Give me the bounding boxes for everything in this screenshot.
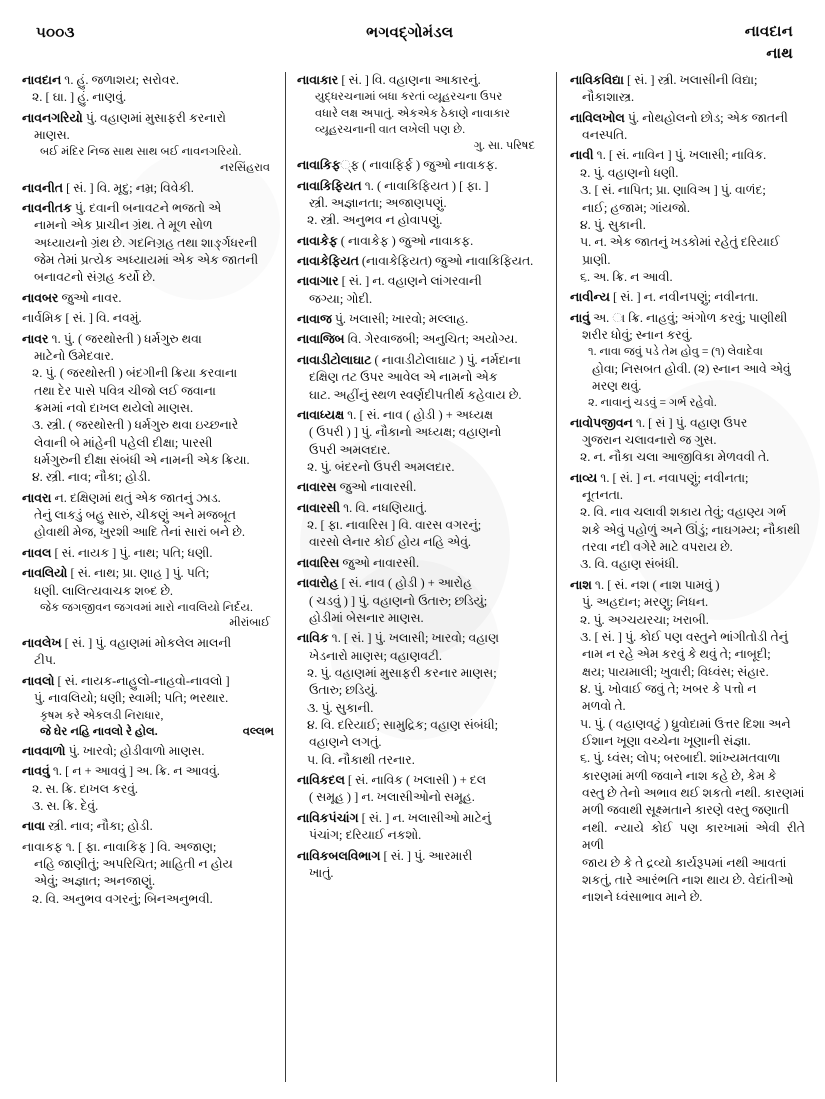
dictionary-entry — [22, 200, 274, 287]
entry-continuation-line: શકે એવું પહોળું અને ઊંડું; નાઘગમ્ય; નૌકાથી — [582, 522, 801, 537]
headword: નાવરા — [22, 490, 52, 505]
entry-definition-text: [ સં. ] સ્ત્રી. ખલાસીની વિદ્યા; — [623, 73, 758, 87]
headword: નાવલેખ — [22, 636, 62, 651]
entry-continuation-line: જાય છે કે તે દ્રવ્યો કાર્યરૂપમાં નથી આવતાં — [582, 855, 787, 870]
entry-sense-line: ૩. [ સં. ] પું. કોઈ પણ વસ્તુને ભાંગીતોડી તેનું — [580, 629, 788, 644]
headword: નાવીન્ય — [570, 290, 610, 305]
entry-continuation-line: પંચાંગ; દરિયાઈ નકશો. — [309, 828, 422, 843]
entry-definition-text: પું. વહાણમાં મુસાફરી કરનારો — [82, 110, 226, 125]
entry-continuation-line: ધર્મગુરુની દીક્ષા સંબંધી એ નામની એક ક્રિયા. — [34, 453, 250, 468]
entry-continuation-line: નામનો એક પ્રાચીન ગ્રંથ. તે મૂળ સોળ — [34, 218, 213, 233]
text-column-3 — [558, 72, 805, 1082]
entry-continuation-line: દક્ષિણ તટ ઉપર આવેલ એ નામનો એક — [309, 370, 498, 385]
entry-continuation-line: ખેડનારો માણસ; વહાણવટી. — [309, 648, 442, 663]
entry-headword-line — [570, 147, 805, 164]
entry-sense-line: ૬. પું. ધ્વંસ; લોપ; બરબાદી. શાંખ્યમતવાળા — [580, 751, 781, 766]
entry-continuation-line: નૂતનતા. — [582, 487, 624, 502]
headword: નાવોપજીવન — [570, 415, 633, 430]
entry-citation: નરસિંહરાવ — [219, 161, 270, 174]
entry-citation: મીરાંબાઈ — [229, 617, 270, 630]
headword: નાવા — [22, 819, 46, 834]
dictionary-entry — [297, 500, 545, 552]
entry-headword-line — [22, 331, 274, 348]
headword: નાવિકવિદ્યા — [570, 73, 624, 87]
entry-continuation-line: ધણી. લાલિત્યવાચક શબ્દ છે. — [34, 583, 174, 598]
entry-definition-text: ૧. [ સં. નાવિન ] પું. ખલાસી; નાવિક. — [593, 148, 767, 163]
entry-continuation-line: ખાતું. — [309, 865, 334, 880]
entry-headword-line — [297, 311, 545, 328]
entry-continuation-line: ( ઉપરી ) ] પું. નૌકાનો અધ્યક્ષ; વહાણનો — [309, 425, 502, 440]
entry-definition-text: વિ. ગેરવાજબી; અનુચિત; અયોગ્ય. — [344, 332, 518, 347]
headword: નાવર — [22, 331, 49, 346]
entry-quotation-line: કૃષમ કરે એકલડી નિરાધાર, — [40, 708, 164, 722]
entry-quotation-line: ૧. નાવા જવું પડે તેમ હોવુ = (૧) લેવાદેવા — [588, 345, 763, 359]
entry-definition-text: પું. નોથહોલનો છોડ; એક જાતની — [624, 110, 788, 125]
entry-headword-line — [297, 555, 545, 572]
entry-definition-text: [ સં. નાવ ( હોડી ) + આરોહ — [338, 576, 472, 591]
entry-definition-text: [ સં. ] ન. વહાણને લાંગરવાની — [338, 274, 482, 289]
entry-definition-text: ૧. હું. જળાશય; સરોવર. — [61, 73, 179, 87]
dictionary-entry — [22, 290, 274, 307]
entry-headword-line — [570, 415, 805, 432]
entry-continuation-line: અધ્યાયનો ગ્રંથ છે. ગદનિગ્રહ તથા શાર્ઙ્ગધરની — [34, 235, 258, 250]
dictionary-entry — [22, 743, 274, 760]
entry-definition-text: [ સં. નાથ; પ્રા. ણાહ ] પું. પતિ; — [67, 566, 210, 581]
page-number: ૫૦૦૩ — [36, 25, 75, 41]
entry-sense-line: ૪. સ્ત્રી. નાવ; નૌકા; હોડી. — [32, 470, 151, 485]
dictionary-entry — [22, 565, 274, 632]
entry-headword-line — [297, 352, 545, 369]
dictionary-entry — [22, 72, 274, 107]
entry-sense-line: ૨. સ્ત્રી. અનુભવ ન હોવાપણું. — [307, 213, 443, 228]
entry-continuation-line: એવું; અજ્ઞાત; અનજાણું. — [34, 874, 156, 889]
entry-continuation-line: શરીર ધોવું; સ્નાન કરવું. — [582, 328, 693, 343]
headword: નાવારસી — [297, 500, 341, 515]
headword: નાવારસ — [297, 480, 337, 495]
entry-continuation-line: ટીપ. — [34, 653, 56, 668]
column-container — [22, 72, 805, 1082]
entry-headword-line — [297, 848, 545, 865]
entry-definition-text: ૧. [ સં. ] પું. ખલાસી; ખારવો; વહાણ — [328, 631, 499, 646]
entry-continuation-line: મળવો તે. — [582, 699, 626, 714]
headword: નાવાધ્યક્ષ — [297, 407, 345, 422]
headword: નાવબર — [22, 290, 59, 305]
running-head — [22, 22, 805, 68]
entry-headword-line — [570, 470, 805, 487]
entry-quotation-line: યુદ્ધરચનામાં બધા કરતાં વ્યૂહરચના ઉપર — [315, 90, 503, 104]
dictionary-entry — [22, 763, 274, 815]
dictionary-entry — [570, 110, 805, 145]
text-column-2 — [287, 72, 555, 1082]
headword: નાવવાળો — [22, 743, 66, 758]
entry-definition-text: ૧. [ સં. નશ ( નાશ પામવું ) — [591, 577, 720, 592]
entry-sense-line: ૬. અ. ક્રિ. ન આવી. — [580, 269, 673, 284]
entry-sense-line: ૩. વિ. વહાણ સંબંધી. — [580, 557, 679, 572]
entry-sense-line: ૫. ન. એક જાતનું ખડકોમાં રહેતું દરિયાઈ — [580, 235, 780, 250]
entry-definition-text: જુઓ નાવર. — [58, 290, 122, 305]
entry-headword-line — [297, 479, 545, 496]
headword: નાવવું — [22, 764, 50, 779]
dictionary-entry — [297, 575, 545, 627]
text-column-1 — [22, 72, 284, 1082]
entry-sense-line: ૩. સ. ક્રિ. દેવું. — [32, 799, 99, 814]
entry-headword-line — [297, 810, 545, 827]
dictionary-entry — [22, 331, 274, 487]
guide-word-last: નાથ — [766, 45, 793, 62]
headword: નાશ — [570, 577, 592, 592]
entry-continuation-line: પ્રાણી. — [582, 252, 611, 267]
guide-words — [745, 22, 793, 66]
headword: નાવાકિફિયત — [297, 178, 362, 193]
entry-headword-line — [22, 180, 274, 197]
entry-continuation-line: નાઈ; હજામ; ગાંયજો. — [582, 200, 690, 215]
entry-definition-text: ૧. વિ. નધણિયાતું. — [340, 500, 427, 515]
entry-sense-line: ૨. પું. ( જરથોસ્તી ) બંદગીની ક્રિયા કરવાના — [32, 366, 238, 381]
dictionary-entry — [22, 635, 274, 670]
dictionary-entry — [297, 311, 545, 328]
dictionary-entry — [297, 233, 545, 250]
entry-headword-line — [297, 233, 545, 250]
entry-headword-line — [297, 72, 545, 89]
entry-headword-line — [297, 331, 545, 348]
entry-definition-text: અ. ા ક્રિ. નાહવું; અંગોળ કરવું; પાણીથી — [590, 310, 788, 325]
entry-sense-line: ૫. વિ. નૌકાથી તરનાર. — [307, 752, 415, 767]
headword: નાવલો — [22, 673, 55, 688]
guide-word-first: નાવદાન — [744, 24, 793, 40]
entry-sense-line: ૩. સ્ત્રી. ( જરથોસ્તી ) ધર્મગુરુ થવા ઇચ્છનારે — [32, 418, 239, 433]
entry-headword-line — [22, 673, 274, 690]
entry-continuation-line: પું. નાવલિયો; ધણી; સ્વામી; પતિ; ભરથાર. — [34, 691, 229, 706]
dictionary-entry — [22, 839, 274, 908]
dictionary-entry — [297, 352, 545, 404]
entry-sense-line: ૨. પું. વહાણમાં મુસાફરી કરનાર માણસ; — [307, 665, 497, 680]
entry-sense-line: ૨. પું. બંદરનો ઉપરી અમલદાર. — [307, 459, 455, 474]
entry-sense-line: ૨. [ ઘા. ] હું. નાણવું. — [32, 90, 127, 105]
entry-quotation-line: વધારે લક્ષ અપાતું. એકએક ઠેકાણે નાવાકાર — [315, 106, 511, 120]
dictionary-entry — [297, 72, 545, 154]
entry-definition-text: ્ફ ( નાવાફિર્ફ ) જુઓ નાવાકફ. — [340, 158, 498, 173]
entry-sense-line: ૨. ન. નૌકા ચલા આજીવિકા મેળવવી તે. — [580, 450, 770, 465]
dictionary-entry — [297, 273, 545, 308]
quotation-text: જે ઘેર નહિ નાવલો રે હોલ. — [40, 724, 158, 738]
entry-definition-text: ૧. [ સં. ] ન. નવાપણું; નવીનતા; — [597, 470, 749, 485]
entry-continuation-line: તરવા નદી વગેરે માટે વપરાય છે. — [582, 540, 733, 555]
entry-continuation-line: માણસ. — [34, 128, 70, 143]
entry-continuation-line: હોડીમાં બેસનાર માણસ. — [309, 610, 424, 625]
headword: નાવિલખોલ — [570, 110, 625, 125]
entry-definition-text: પું. ખલાસી; ખારવો; મલ્લાહ. — [331, 312, 469, 327]
entry-headword-line — [22, 490, 274, 507]
entry-sense-line: ૨. પું. વહાણનો ધણી. — [580, 165, 679, 180]
headword: નાવિક — [297, 631, 329, 646]
dictionary-entry — [297, 479, 545, 496]
entry-headword-line — [22, 743, 274, 760]
quotation-citation: વલ્લભ — [242, 724, 274, 738]
dictionary-entry — [570, 147, 805, 286]
entry-headword-line — [22, 818, 274, 835]
entry-continuation-line: હોવા; નિસબત હોવી. (૨) સ્નાન આવે એવું — [592, 361, 791, 376]
entry-definition-text: સ્ત્રી. નાવ; નૌકા; હોડી. — [45, 819, 153, 834]
entry-headword-line — [570, 310, 805, 327]
entry-continuation-line: વસ્તુ છે તેનો અભાવ થઈ શકતો નથી. કારણમાં — [582, 786, 805, 801]
entry-continuation-line: નથી. ન્યાયે કોઈ પણ કારખામાં એવી રીતે મળી — [582, 820, 805, 853]
dictionary-entry — [22, 490, 274, 542]
entry-definition-text: (નાવાકેફિયત) જુઓ નાવાકિફિયત. — [358, 254, 534, 269]
book-title: ભગવદ્ગોમંડલ — [366, 25, 454, 41]
entry-definition-text: ૧. પું. ( જરથોસ્તી ) ધર્મગુરુ થવા — [48, 331, 202, 346]
entry-sense-line: ૪. પું. ખોવાઈ જવું તે; ખબર કે પત્તો ન — [580, 681, 757, 696]
dictionary-entry — [22, 180, 274, 197]
entry-headword-line — [570, 110, 805, 127]
entry-definition-text: ૧. [ સં ] પું. વહાણ ઉપર — [632, 415, 748, 430]
entry-citation: ગુ. સા. પરિષદ — [473, 139, 535, 153]
dictionary-entry — [297, 630, 545, 769]
entry-definition-text: ( નાવાકેફ ) જુઓ નાવાકફ. — [337, 233, 474, 248]
dictionary-entry — [297, 157, 545, 174]
entry-headword-line — [297, 500, 545, 517]
entry-definition-text: ૧. [ સં. નાવ ( હોડી ) + અધ્યક્ષ — [344, 407, 493, 422]
entry-quotation-line: જેક જગજીવન જગવમાં મારો નાવલિયો નિર્દય. — [40, 600, 253, 614]
headword: નાવાજિબ — [297, 332, 345, 347]
entry-definition-text: [ સં. નાયક-નાહુલો-નાહવો-નાવલો ] — [54, 673, 230, 688]
entry-continuation-line: મરણ થવું. — [592, 378, 642, 393]
entry-headword-line — [22, 763, 274, 780]
entry-headword-line — [570, 289, 805, 306]
entry-headword-line — [22, 200, 274, 217]
headword: નાવાગાર — [297, 274, 339, 289]
entry-continuation-line: જેમ તેમાં પ્રત્યેક અધ્યાયમાં એક એક જાતની — [34, 253, 259, 268]
entry-headword-line — [22, 545, 274, 562]
entry-continuation-line: તથા દેર પાસે પવિત્ર ચીજો લઈ જવાના — [34, 383, 216, 398]
entry-continuation-line: નામ ન રહે એમ કરવું કે થવું તે; નાબૂદી; — [582, 647, 771, 662]
headword: નાવાજ — [297, 312, 332, 327]
dictionary-entry — [570, 72, 805, 107]
dictionary-entry — [297, 178, 545, 230]
entry-headword-line — [570, 72, 805, 89]
entry-sense-line: ૨. [ ફા. નાવારિસ ] વિ. વારસ વગરનું; — [307, 518, 482, 533]
headword: નાવાકિફ — [297, 158, 341, 173]
entry-continuation-line: વહાણને લગતું. — [309, 735, 382, 750]
dictionary-entry — [297, 555, 545, 572]
dictionary-entry — [297, 407, 545, 476]
headword: નાવલ — [22, 545, 52, 560]
headword: નાવારિસ — [297, 555, 340, 570]
entry-headword-line — [22, 290, 274, 307]
entry-headword-line — [297, 253, 545, 270]
entry-definition-text: ૧. [ ન + આવવું ] અ. ક્રિ. ન આવવું. — [49, 764, 220, 779]
entry-sense-line: ૨. પું. અગ્ચયરચા; ખરાબી. — [580, 612, 709, 627]
entry-continuation-line: બનાવટનો સંગ્રહ કર્યો છે. — [34, 270, 156, 285]
dictionary-entry — [22, 545, 274, 562]
dictionary-entry — [22, 310, 274, 327]
entry-continuation-line: નહિ જાણીતું; અપરિચિત; માહિતી ન હોય — [34, 857, 233, 872]
entry-headword-line — [297, 630, 545, 647]
entry-continuation-line: હોવાથી મેજ, ખુરશી આદિ તેનાં સારાં બને છે. — [34, 525, 245, 540]
entry-continuation-line: ક્રમમાં નવો દાખલ થયેલો માણસ. — [34, 400, 194, 415]
headword: નાવ્ય — [570, 470, 598, 485]
dictionary-entry — [22, 818, 274, 835]
entry-sense-line: ૩. પું. સુકાની. — [307, 700, 374, 715]
headword: નાવનીત — [22, 180, 63, 195]
entry-definition-text: [ સં. ] પું. વહાણમાં મોકલેલ માલની — [61, 636, 232, 651]
entry-sense-line: ૨. સ. ક્રિ. દાખલ કરવું. — [32, 781, 139, 796]
entry-continuation-line: પું. અહદાન; મરણુ; નિધન. — [582, 595, 709, 610]
entry-continuation-line: શકતું, તારે આરંભતિ નાશ થાય છે. વેદાંતીઓ — [582, 872, 794, 887]
entry-definition-text: જુઓ નાવારસી. — [339, 555, 420, 570]
entry-continuation-line: ગુજરાન ચલાવનારો જ ગુસ. — [582, 432, 717, 447]
dictionary-entry — [570, 310, 805, 412]
headword: નાવદાન — [22, 73, 62, 87]
headword: નાવનીતક — [22, 200, 72, 215]
entry-headword-line: નાર્વમિક [ સં. ] વિ. નવમું. — [22, 311, 142, 326]
entry-definition-text: [ સં. નાયક ] પું. નાથ; પતિ; ધણી. — [51, 545, 213, 560]
entry-quotation-line: વ્યૂહરચનાની વાત લખેલી પણ છે. — [315, 122, 466, 136]
entry-continuation-line: ઈશાન ખૂણા વચ્ચેના ખૂણાની સંજ્ઞા. — [582, 734, 751, 749]
entry-headword-line: નાવાકફ ૧. [ ફા. નાવાકિફ ] વિ. અજાણ; — [22, 839, 217, 854]
entry-definition-text: [ સં. ] વિ. વહાણના આકારનું. — [338, 73, 481, 87]
entry-sense-line: ૪. પું. સુકાની. — [580, 217, 646, 232]
entry-definition-text: પું. ખારવો; હોડીવાળો માણસ. — [65, 743, 205, 758]
entry-sense-line: ૨. વિ. નાવ ચલાવી શકાય તેવું; વહાણ્ય ગર્ભ — [580, 505, 787, 520]
headword: નાવારોહ — [297, 576, 339, 591]
entry-definition-text: [ સં. નાવિક ( ખલાસી ) + દલ — [344, 773, 487, 788]
dictionary-entry — [22, 673, 274, 740]
entry-continuation-line: વારસો લેનાર કોઈ હોય નહિ એવું. — [309, 535, 472, 550]
dictionary-entry — [297, 848, 545, 883]
entry-definition-text: ( નાવાડીટોલાઘાટ ) પું. નર્મદાના — [371, 352, 521, 367]
entry-definition-text: [ સં. ] ન. ખલાસીઓ માટેનું — [358, 810, 492, 825]
entry-continuation-line: ક્ષય; પાયમાલી; ખુવારી; વિધ્વંસ; સંહાર. — [582, 664, 769, 679]
entry-sense-line: ૫. પું. ( વહાણવટું ) ધ્રુવોદામાં ઉત્તર દિશા અને — [580, 716, 791, 731]
entry-sense-line: ૩. [ સં. નાપિત; પ્રા. ણાવિઅ ] પું. વાળંદ; — [580, 183, 766, 198]
headword: નાવાકેફ — [297, 233, 338, 248]
entry-definition-text: ૧. ( નાવાકિફિયત ) [ ફા. ] — [361, 178, 489, 193]
entry-continuation-line: નાશને ધ્વંસાભાવ માને છે. — [582, 890, 703, 905]
entry-continuation-line: ઉતારુ; છડિયું. — [309, 683, 378, 698]
dictionary-entry — [22, 110, 274, 177]
headword: નાવી — [570, 148, 594, 163]
entry-headword-line — [297, 575, 545, 592]
entry-continuation-line: માટેનો ઉમેદવાર. — [34, 348, 114, 363]
headword: નાવું — [570, 310, 590, 325]
entry-definition-text: [ સં. ] ન. નવીનપણું; નવીનતા. — [609, 290, 759, 305]
entry-definition-text: [ સં. ] પું. આરમારી — [380, 848, 473, 863]
headword: નાવાકાર — [297, 73, 339, 87]
entry-quotation-line — [22, 724, 274, 740]
headword: નાવલિયો — [22, 566, 68, 581]
headword: નાવિકદલ — [297, 773, 345, 788]
dictionary-entry — [570, 415, 805, 467]
entry-headword-line — [297, 157, 545, 174]
entry-continuation-line: કારણમાં મળી જવાને નાશ કહે છે, કેમ કે — [582, 768, 777, 783]
entry-definition-text: [ સં. ] વિ. મૃદુ; નમ્ર; વિવેકી. — [62, 180, 194, 195]
dictionary-entry — [297, 253, 545, 270]
entry-continuation-line: મળી જવાથી સૂક્ષ્મતાને કારણે વસ્તુ જણાતી — [582, 803, 790, 818]
entry-headword-line — [297, 273, 545, 290]
headword: નાવનગરિયો — [22, 110, 83, 125]
headword: નાવાકેફિયત — [297, 254, 359, 269]
dictionary-entry — [297, 810, 545, 845]
entry-continuation-line: ( સમૂહ ) ] ન. ખલાસીઓનો સમૂહ. — [309, 790, 475, 805]
dictionary-entry — [297, 331, 545, 348]
entry-headword-line — [570, 577, 805, 594]
entry-headword-line — [297, 772, 545, 789]
dictionary-entry — [570, 470, 805, 574]
column-rule-1 — [285, 72, 286, 1082]
headword: નાવિકપંચાંગ — [297, 810, 359, 825]
entry-continuation-line: સ્ત્રી. અજ્ઞાનતા; અજાણપણું. — [309, 195, 447, 210]
dictionary-entry — [570, 577, 805, 907]
dictionary-entry — [297, 772, 545, 807]
entry-headword-line — [297, 178, 545, 195]
headword: નાવિકબલવિભાગ — [297, 848, 381, 863]
entry-continuation-line: વનસ્પતિ. — [582, 128, 628, 143]
entry-headword-line — [22, 565, 274, 582]
entry-continuation-line: ( ચડવું ) ] પું. વહાણનો ઉતારુ; છડિયું; — [309, 593, 488, 608]
entry-quotation-line: ૨. નાવાનું ચડવું = ગર્ભ રહેવો. — [588, 396, 717, 410]
entry-continuation-line: નૌકાશાસ્ત્ર. — [582, 90, 635, 105]
entry-continuation-line: તેનું લાકડું બહુ સારું, ચીકણું અને મજબૂત — [34, 508, 236, 523]
entry-definition-text: ન. દક્ષિણમાં થતું એક જાતનું ઝાડ. — [51, 490, 221, 505]
entry-headword-line — [22, 635, 274, 652]
entry-definition-text: જુઓ નાવારસી. — [336, 480, 417, 495]
entry-sense-line: ૪. વિ. દરિયાઈ; સામુદ્રિક; વહાણ સંબંધી; — [307, 718, 499, 733]
entry-continuation-line: લેવાની બે માંહેની પહેલી દીક્ષા; પારસી — [34, 435, 213, 450]
entry-continuation-line: ઉપરી અમલદાર. — [309, 442, 391, 457]
entry-quotation-line: બઈ મંદિર નિજ સાથ સાથ બઈ નાવનગરિયો. — [40, 145, 242, 159]
entry-headword-line — [22, 72, 274, 89]
headword: નાવાડીટોલાઘાટ — [297, 352, 372, 367]
entry-sense-line: ૨. વિ. અનુભવ વગરનું; બિનઅનુભવી. — [32, 891, 213, 906]
entry-headword-line — [297, 407, 545, 424]
dictionary-entry — [570, 289, 805, 306]
entry-continuation-line: ઘાટ. અહીંનું સ્થળ સ્વર્ણદીપતીર્થ કહેવાય છે. — [309, 387, 522, 402]
column-rule-2 — [556, 72, 557, 1082]
entry-headword-line — [22, 110, 274, 127]
entry-definition-text: પું. દવાની બનાવટને ભજતો એ — [71, 200, 222, 215]
entry-continuation-line: જગ્યા; ગોદી. — [309, 291, 373, 306]
